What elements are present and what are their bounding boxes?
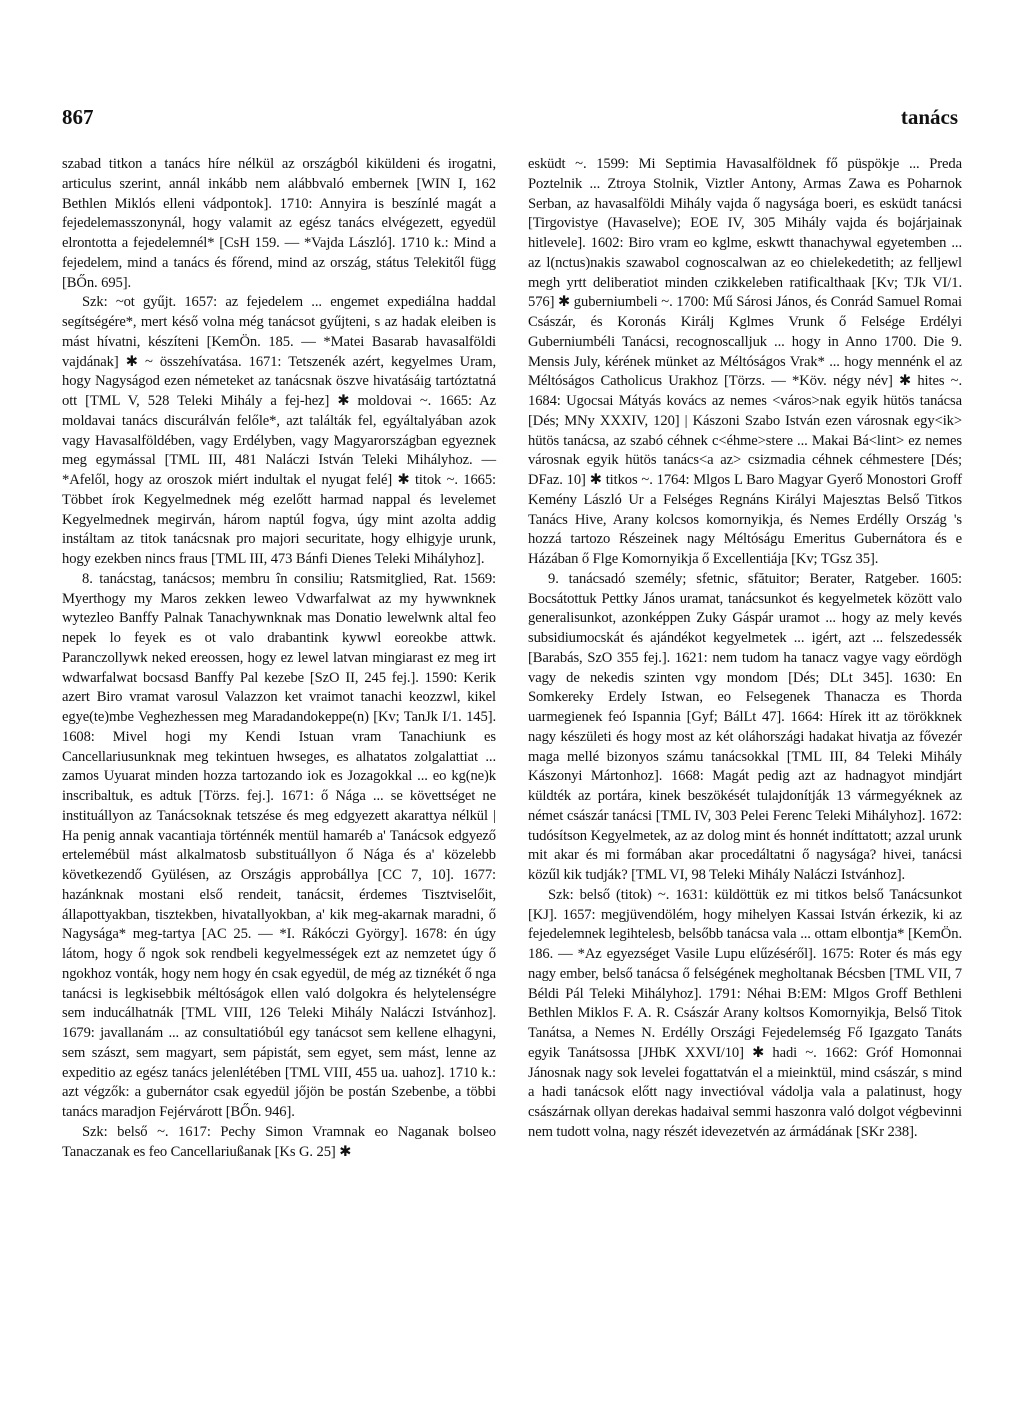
- left-column: [62, 155, 496, 1162]
- entry-paragraph: esküdt ~. 1599: Mi Septimia Havasalföldnek fő püspökje ... Preda Poztelnik ... Ztroya Stolnik, Viztler Antony, Armas Zawa es Poharnok Serban, az havasalföldi Mihály vajda ő nagysága boeri, es esküdt tanácsi [Tirgovistye (Havaselve); EOE IV, 305 Mihály vajda és bojárjainak hitlevele]. 1602: Biro vram eo kglme, eskwtt thanachywal egyetemben ... az l(nctus)nakis szawabol cognoscalwan az eo chielekedetith; az felljewl megh yrtt deliberatiot minden czikkeleben ratificalthaak [Kv; TJk VI/1. 576] ✱ guberniumbeli ~. 1700: Mű Sárosi János, és Conrád Samuel Romai Császár, és Koronás Királj Kglmes Vrunk ő Felsége Erdélyi Guberniumbéli Tanácsi, recognoscalljuk ... hogy in Anno 1700. Die 9. Mensis July, kérének münket az Méltóságos Vrak* ... hogy mennénk el az Méltóságos Catholicus Urakhoz [Törzs. — *Köv. négy név] ✱ hites ~. 1684: Ugocsai Mátyás kovács az nemes <város>nak egyik hütös tanácsa [Dés; MNy XXXIV, 120] | Kászoni Szabo István ezen városnak egy<ik> hütös tanácsa, az szabó céhnek c<éhme>stere ... Makai Bá<lint> ez nemes városnak egyik hütös tanács<a az> csizmadia céhnek céhmestere [Dés; DFaz. 10] ✱ titkos ~. 1764: Mlgos L Baro Magyar Gyerő Monostori Groff Kemény László Ur a Felséges Regnáns Királyi Majesztas Belső Titkos Tanács Hive, Arany kolcsos komornyikja, és Nemes Erdélly Ország 's hozzá tartozo Részeinek nagy Méltóságu Emeritus Gubernátora és e Házában ő Flge Komornyikja ő Excellentiája [Kv; TGsz 35].: [528, 156, 962, 567]
- entry-paragraph: Szk: ~ot gyűjt. 1657: az fejedelem ... engemet expediálna haddal segítségére*, mert késő volna még tanácsot gyűjteni, s az hadak eleiben is mást hívatni, készíteni [KemÖn. 185. — *Matei Basarab havasalföldi vajdának] ✱ ~ összehívatása. 1671: Tetszenék azért, kegyelmes Uram, hogy Nagyságod ezen németeket az tanácsnak öszve hivatásáig tartóztatná ott [TML V, 528 Teleki Mihály a fej-hez] ✱ moldovai ~. 1665: Az moldavai tanács discurálván felőle*, azt találták fel, egyáltalyában azok vagy Havasalföldében, vagy Erdélyben, vagy Magyarországban egyeznek meg egymással [TML III, 481 Naláczi István Teleki Mihályhoz. — *Afelől, hogy az oroszok miért indultak el nyugat felé] ✱ titok ~. 1665: Többet írok Kegyelmednek még ezelőtt harmad nappal és levelemet Kegyelmednek megirván, három naptúl fogva, úgy mint azolta addig instáltam az titok tanácsnak pro majori securitate, hogy elhigyje urunk, hogy ezekben nincs fraus [TML III, 473 Bánfi Dienes Teleki Mihályhoz].: [62, 294, 496, 567]
- entry-paragraph: 8. tanácstag, tanácsos; membru în consiliu; Ratsmitglied, Rat. 1569: Myerthogy my Maros zekken leweo Vdwarfalwat az my hywwnknek wytezleo Banffy Palnak Tanachywnknak mas Donatio lewelwnk altal feo nepek lo feyek es ot valo drabantink kywwl eoreokbe attwk. Paranczollywk neked ereossen, hogy ez lewel latvan mingiarast ez meg irt wdwarfalwat bocsasd Banffy Pal kezebe [SzO II, 245 fej.]. 1590: Kerik azert Biro vramat varosul Valazzon ket vraimot tanachi keozzwl, kikel egye(te)mbe Veghezhessen meg Maradandokeppe(n) [Kv; TanJk I/1. 145]. 1608: Mivel hogi my Kendi Istuan vram Tanachiunk es Cancellariusunknak meg tekintuen hwseges, es alhatatos zolgalattiat ... zamos Uyuarat minden hozza tartozando iok es Jozagokkal ... eo kg(ne)k inscribaltuk, es adtuk [Törzs. fej.]. 1671: ő Nága ... se követtséget ne instituállyon az Tanácsoknak tetszése és meg edgyezett akarattya nélkül | Ha penig annak vacantiaja történnék mentül hamaréb a' Tanácsok edgyező ertelemébül mást alkalmatosb substituállyon ő Nága és a' közelebb következendő Gyülésen, az Országis approbállya [CC 7, 10]. 1677: hazánknak mostani első rendeit, tanácsit, érdemes Tisztviselőit, állapottyakban, tisztekben, hivatallyokban, a' kik meg-akarnak maradni, ő Nagysága* meg-tartya [AC 25. — *I. Rákóczi György]. 1678: én úgy látom, hogy ő ngok sok rendbeli kegyelmességek ezt az nemzetet úgy ő ngokhoz vonták, hogy nem hogy én csak egyedül, de még az tiznékét ő nga tanácsi is legkisebbik méltóságok ellen való dolgokra és helytelenségre sem inducálhatnák [TML VIII, 126 Teleki Mihály Naláczi Istvánhoz]. 1679: javallanám ... az consultatióbúl egy tanácsot sem kellene elhagyni, sem szászt, sem magyart, sem pápistát, sem egyet, sem mást, lenne az expeditio az egész tanács jelenlétében [TML VIII, 455 ua. uahoz]. 1710 k.: azt végzők: a gubernátor csak egyedül jőjön be postán Szebenbe, a többi tanács maradjon Fejérvárott [BŐn. 946].: [62, 570, 496, 1120]
- entry-paragraph: Szk: belső ~. 1617: Pechy Simon Vramnak eo Naganak bolseo Tanaczanak es feo Cancellariußanak [Ks G. 25] ✱: [62, 1123, 496, 1160]
- right-column: [528, 155, 962, 1143]
- entry-paragraph: szabad titkon a tanács híre nélkül az országból kiküldeni és irogatni, articulus szerint, annál inkább nem alábbvaló embernek [WIN I, 162 Bethlen Miklós elleni vádpontok]. 1710: Annyira is beszínlé magát a fejedelemasszonynál, hogy valamit az egész tanács elvégezett, egyedül elrontotta a fejedelemnél* [CsH 159. — *Vajda László]. 1710 k.: Mind a fejedelem, mind a tanács és főrend, mind az ország, státus Telekitől függ [BŐn. 695].: [62, 156, 496, 291]
- running-head: tanács: [900, 105, 958, 129]
- entry-paragraph: 9. tanácsadó személy; sfetnic, sfătuitor; Berater, Ratgeber. 1605: Bocsátottuk Pettky János uramat, tanácsunkot és kegyelmetek között valo generalisunkot, azonképpen Zuky Gáspár uramot ... hogy az mely kevés subsidiumocskát és ajándékot kegyelmetek ... igért, azt ... felszedessék [Barabás, SzO 355 fej.]. 1621: nem tudom ha tanacz vagye vagy eördögh vagy de nekedis szinten vgy mondom [Dés; DLt 345]. 1630: En Somkereky Erdely Istwan, eo Felsegenek Thanacza es Thorda uarmegienek feó Ispannia [Gyf; BálLt 47]. 1664: Hírek itt az törökknek nagy készületi és hogy most az két oláhországi hadakat hivatja az fővezér maga mellé bizonyos számu tanácsokkal [TML III, 84 Teleki Mihály Kászonyi Mártonhoz]. 1668: Magát pedig azt az hadnagyot mindjárt küldték az portára, kinek beszökését tulajdonítják 13 vármegyéknek az német császár tanácsi [TML IV, 303 Pelei Ferenc Teleki Mihályhoz]. 1672: tudósítson Kegyelmetek, az az dolog mint és honnét indíttatott; azzal urunk mit akar és mi formában akar procedáltatni ő nagysága? hivei, tanácsi közűl kik tudják? [TML VI, 98 Teleki Mihály Naláczi Istvánhoz].: [528, 570, 962, 883]
- page-number: 867: [62, 105, 94, 129]
- entry-paragraph: Szk: belső (titok) ~. 1631: küldöttük ez mi titkos belső Tanácsunkot [KJ]. 1657: megjüvendölém, hogy mihelyen Kassai István érkezik, ki az fejedelemnek legihtelesb, belsőbb tanácsa vala ... ottam elbontja* [KemÖn. 186. — *Az egyezséget Vasile Lupu elűzéséről]. 1675: Roter és más egy nagy ember, belső tanácsa ő felségének megholtanak Bécsben [TML VII, 7 Béldi Pál Teleki Mihályhoz]. 1791: Néhai B:EM: Mlgos Groff Bethleni Bethlen Miklos F. A. R. Császár Arany koltsos Komornyikja, Belső Titok Tanátsa, a Nemes N. Erdélly Országi Fejedelemség Fő Igazgato Tanáts egyik Tanátsossa [JHbK XXVI/10] ✱ hadi ~. 1662: Gróf Homonnai Jánosnak nagy sok levelei fogattatván el a mieinktül, mind császár, s mind a hadi tanácsok előtt nagy invectióval vádolja vala a palatinust, hogy császárnak ollyan derekas hadaival semmi haszonra való dolgot végbevinni nem tudott volna, nagy részét idevezetvén az ármádának [SKr 238].: [528, 886, 962, 1140]
